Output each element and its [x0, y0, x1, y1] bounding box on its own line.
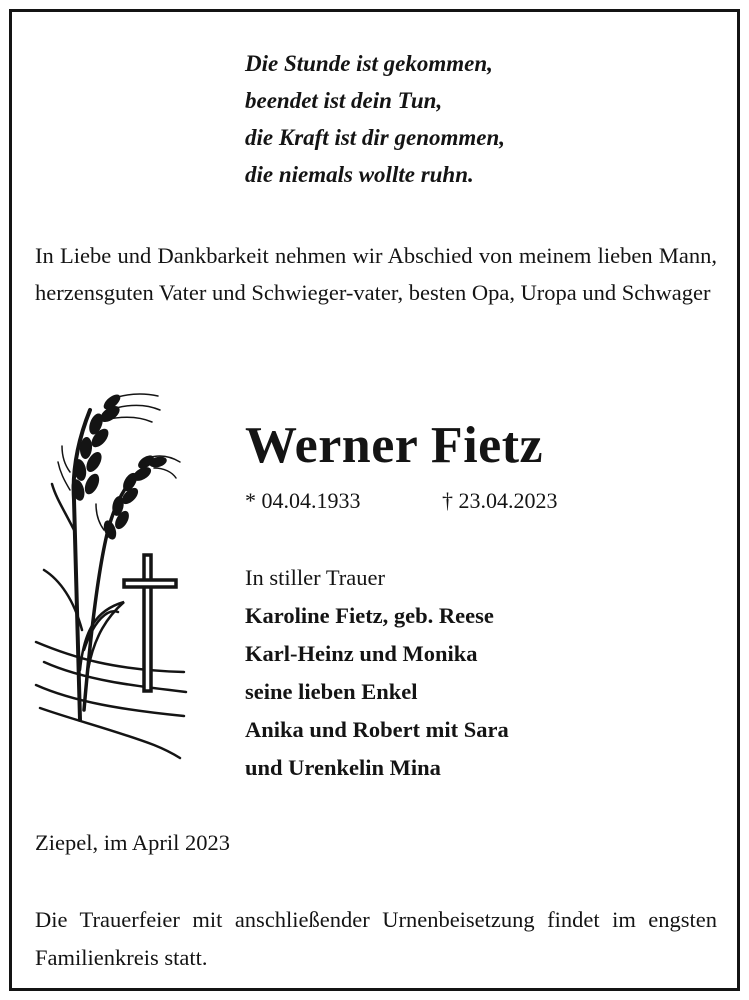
farewell-text — [35, 237, 717, 311]
poem-line: die Kraft ist dir genommen, — [245, 125, 506, 150]
memorial-poem — [245, 45, 505, 193]
mourner-name: Anika und Robert mit Sara — [245, 717, 509, 742]
funeral-notice — [35, 901, 717, 977]
funeral-line: Die Trauerfeier mit anschließender Urnenbeisetzung findet — [35, 907, 600, 932]
birth-date: * 04.04.1933 — [245, 488, 361, 513]
farewell-line: meinem lieben Mann, herzensguten Vater und Schwieger- — [35, 243, 717, 305]
life-dates — [245, 486, 558, 516]
poem-line: die niemals wollte ruhn. — [245, 162, 474, 187]
deceased-name: Werner Fietz — [245, 417, 544, 474]
wheat-and-cross-icon — [34, 380, 194, 760]
poem-line: beendet ist dein Tun, — [245, 88, 443, 113]
mourner-name: Karl-Heinz und Monika — [245, 641, 478, 666]
obituary-notice — [9, 9, 740, 991]
farewell-line: vater, besten Opa, Uropa und Schwager — [353, 280, 711, 305]
death-date: † 23.04.2023 — [442, 488, 558, 513]
mourners-list — [245, 559, 509, 787]
mourner-name: und Urenkelin Mina — [245, 755, 441, 780]
mourning-intro: In stiller Trauer — [245, 565, 385, 590]
mourner-name: Karoline Fietz, geb. Reese — [245, 603, 494, 628]
place-and-date: Ziepel, im April 2023 — [35, 830, 230, 855]
funeral-line: im engsten Familienkreis statt. — [35, 907, 718, 970]
farewell-line: In Liebe und Dankbarkeit nehmen wir Abschied von — [35, 243, 513, 268]
mourner-name: seine lieben Enkel — [245, 679, 418, 704]
poem-line: Die Stunde ist gekommen, — [245, 51, 493, 76]
